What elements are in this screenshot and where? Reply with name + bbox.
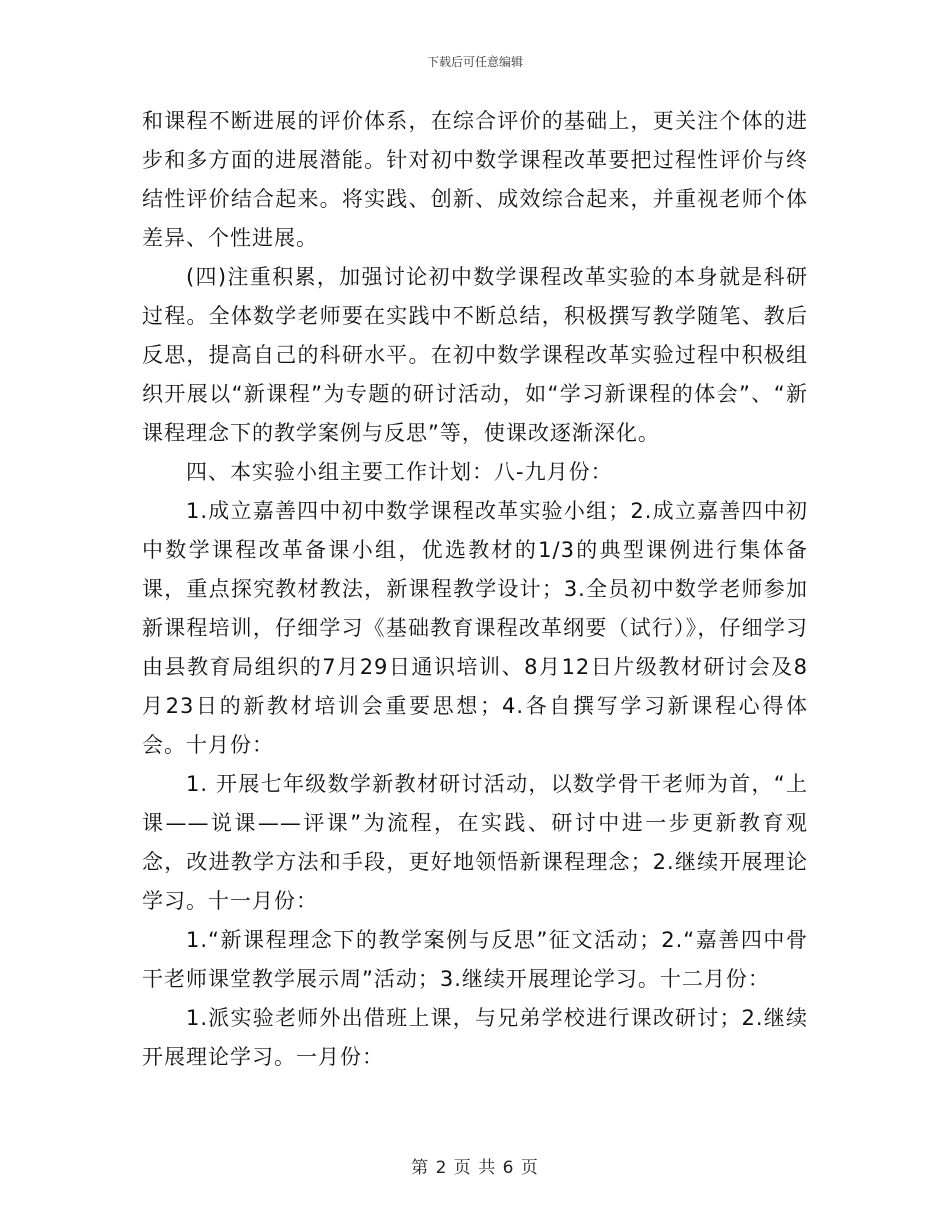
page-number-footer: 第 2 页 共 6 页 — [411, 1158, 539, 1178]
paragraph-december-plan: 1.派实验老师外出借班上课，与兄弟学校进行课改研讨；2.继续开展理论学习。一月份： — [142, 1006, 808, 1069]
document-body — [142, 102, 808, 1077]
paragraph-october-plan: 1. 开展七年级数学新教材研讨活动，以数学骨干老师为首，“上课——说课——评课”为流程，在实践、研讨中进一步更新教育观念，改进教学方法和手段，更好地领悟新课程理念；2.继续开展理论学习。十一月份： — [142, 772, 808, 913]
paragraph-research-accumulation: (四)注重积累，加强讨论初中数学课程改革实验的本身就是科研过程。全体数学老师要在实践中不断总结，积极撰写教学随笔、教后反思，提高自己的科研水平。在初中数学课程改革实验过程中积极组织开展以“新课程”为专题的研讨活动，如“学习新课程的体会”、“新课程理念下的教学案例与反思”等，使课改逐渐深化。 — [142, 265, 808, 445]
paragraph-work-plan-heading: 四、本实验小组主要工作计划：八-九月份： — [186, 460, 613, 484]
paragraph-evaluation-system: 和课程不断进展的评价体系，在综合评价的基础上，更关注个体的进步和多方面的进展潜能。针对初中数学课程改革要把过程性评价与终结性评价结合起来。将实践、创新、成效综合起来，并重视老师个体差异、个性进展。 — [142, 109, 808, 250]
paragraph-november-plan: 1.“新课程理念下的教学案例与反思”征文活动；2.“嘉善四中骨干老师课堂教学展示周”活动；3.继续开展理论学习。十二月份： — [142, 928, 808, 991]
paragraph-aug-sep-plan: 1.成立嘉善四中初中数学课程改革实验小组；2.成立嘉善四中初中数学课程改革备课小组，优选教材的1/3的典型课例进行集体备课，重点探究教材教法，新课程教学设计；3.全员初中数学老师参加新课程培训，仔细学习《基础教育课程改革纲要（试行）》，仔细学习由县教育局组织的7月29日通识培训、8月12日片级教材研讨会及8月23日的新教材培训会重要思想；4.各自撰写学习新课程心得体会。十月份： — [142, 499, 808, 757]
page-header-note: 下载后可任意编辑 — [426, 55, 523, 69]
